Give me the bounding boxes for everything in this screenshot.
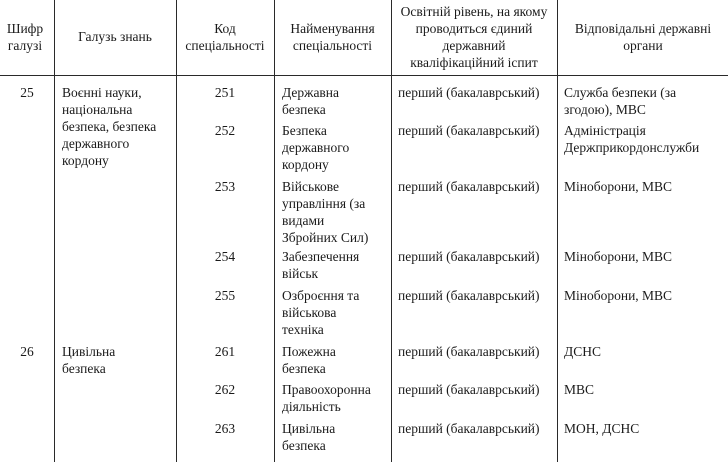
spec-authority: Міноборони, МВС	[564, 179, 673, 194]
spec-name: Забезпечення військ	[282, 249, 360, 281]
header-area: Галузь знань	[78, 29, 152, 44]
column-divider	[391, 0, 392, 462]
spec-name: Державна безпека	[282, 85, 340, 117]
spec-code: 254	[214, 249, 236, 264]
spec-level: перший (бакалаврський)	[398, 123, 540, 138]
spec-authority: Міноборони, МВС	[564, 288, 673, 303]
column-divider	[274, 0, 275, 462]
spec-name: Безпека державного кордону	[282, 123, 350, 172]
spec-authority: ДСНС	[564, 344, 601, 359]
spec-code: 263	[214, 421, 236, 436]
spec-name: Озброєння та військова техніка	[282, 288, 360, 337]
spec-code: 261	[214, 344, 236, 359]
spec-code: 253	[214, 179, 236, 194]
spec-authority: Служба безпеки (за згодою), МВС	[564, 85, 677, 117]
group-code: 26	[20, 344, 34, 359]
group-name: Воєнні науки, національна безпека, безпека державного кордону	[62, 85, 157, 168]
spec-name: Правоохоронна діяльність	[282, 382, 371, 414]
spec-name: Пожежна безпека	[282, 344, 336, 376]
header-code-area: Шифр галузі	[6, 21, 44, 53]
spec-authority: Адміністрація Держприкордонслужби	[564, 123, 700, 155]
header-code-spec: Код спеціальності	[185, 21, 265, 53]
spec-name: Цивільна безпека	[282, 421, 336, 453]
spec-level: перший (бакалаврський)	[398, 179, 540, 194]
spec-level: перший (бакалаврський)	[398, 249, 540, 264]
spec-code: 251	[214, 85, 236, 100]
spec-level: перший (бакалаврський)	[398, 288, 540, 303]
header-name-spec: Найменування спеціальності	[290, 21, 375, 53]
spec-code: 252	[214, 123, 236, 138]
header-level: Освітній рівень, на якому проводиться єдиний державний кваліфікаційний іспит	[400, 4, 548, 70]
spec-authority: МВС	[564, 382, 595, 397]
spec-level: перший (бакалаврський)	[398, 382, 540, 397]
spec-level: перший (бакалаврський)	[398, 421, 540, 436]
column-divider	[557, 0, 558, 462]
spec-level: перший (бакалаврський)	[398, 344, 540, 359]
column-divider	[54, 0, 55, 462]
spec-name: Військове управління (за видами Збройних Сил)	[282, 179, 369, 245]
spec-authority: МОН, ДСНС	[564, 421, 640, 436]
header-authority: Відповідальні державні органи	[574, 21, 712, 53]
spec-authority: Міноборони, МВС	[564, 249, 673, 264]
spec-code: 255	[214, 288, 236, 303]
header-bottom-border	[0, 75, 728, 76]
spec-code: 262	[214, 382, 236, 397]
spec-level: перший (бакалаврський)	[398, 85, 540, 100]
group-name: Цивільна безпека	[62, 344, 116, 376]
group-code: 25	[20, 85, 34, 100]
